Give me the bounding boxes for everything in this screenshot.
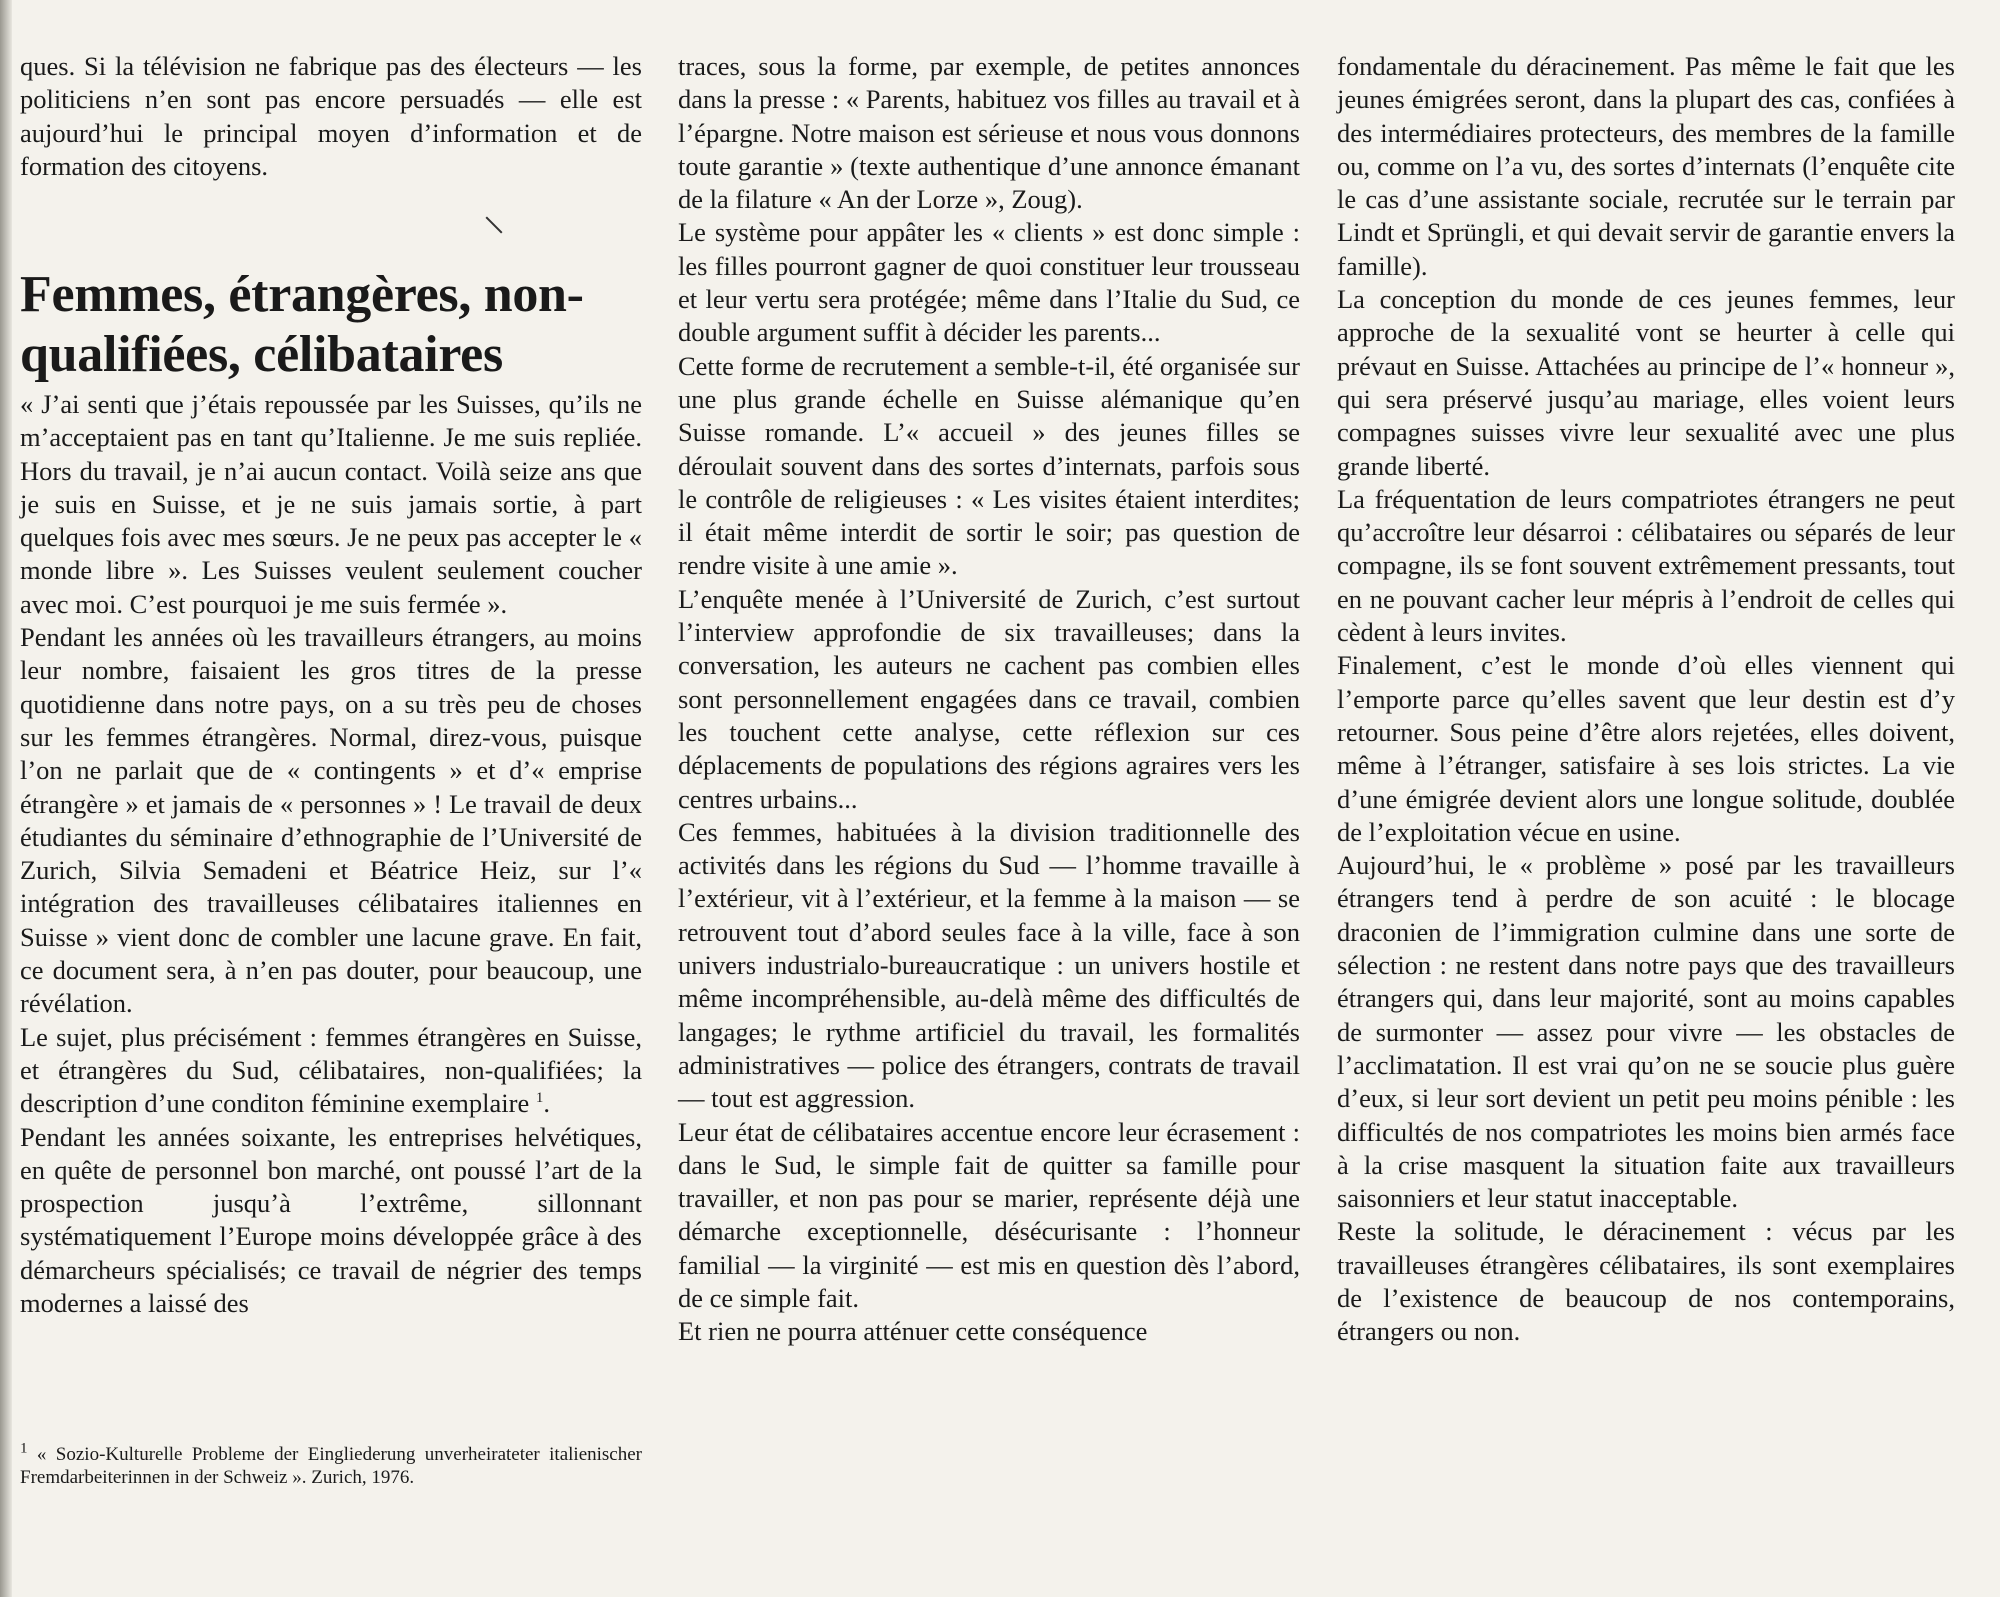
column-1-body bbox=[20, 388, 642, 1320]
paragraph: Ces femmes, habituées à la division traditionnelle des activités dans les régions du Sud — l’homme travaille à l’extérieur, vit à l’extérieur, et la femme à la maison — se retrouvent tout d’abord seules face à la ville, face à son univers industrialo-bureaucratique : un univers hostile et même incompréhensible, au-delà même des difficultés de langages; le rythme artificiel du travail, les formalités administratives — police des étrangers, contrats de travail — tout est aggression. bbox=[678, 816, 1300, 1114]
paragraph: traces, sous la forme, par exemple, de petites annonces dans la presse : « Parents, habituez vos filles au travail et à l’épargne. Notre maison est sérieuse et nous vous donnons toute garantie » (texte authentique d’une annonce émanant de la filature « An der Lorze », Zoug). bbox=[678, 51, 1300, 215]
paragraph: Aujourd’hui, le « problème » posé par les travailleurs étrangers tend à perdre de son acuité : le blocage draconien de l’immigration culmine dans une sorte de sélection : ne restent dans notre pays que des travailleurs étrangers qui, dans leur majorité, sont au moins capables de surmonter — assez pour vivre — les obstacles de l’acclimatation. Il est vrai qu’on ne se soucie plus guère d’eux, si leur sort devient un petit peu moins pénible : les difficultés de nos compatriotes les moins bien armés face à la crise masquent la situation faite aux travailleurs saisonniers et leur statut inacceptable. bbox=[1337, 850, 1955, 1214]
paragraph: « J’ai senti que j’étais repoussée par les Suisses, qu’ils ne m’acceptaient pas en tant qu’Italienne. Je me suis repliée. Hors du travail, je n’ai aucun contact. Voilà seize ans que je suis en Suisse, et je ne suis jamais sortie, à part quelques fois avec mes sœurs. Je ne peux pas accepter le « monde libre ». Les Suisses veulent seulement coucher avec moi. C’est pourquoi je me suis fermée ». bbox=[20, 389, 642, 619]
column-3 bbox=[1337, 50, 1955, 1349]
article-headline-block bbox=[20, 265, 660, 385]
paragraph: L’enquête menée à l’Université de Zurich, c’est surtout l’interview approfondie de six travailleuses; dans la conversation, les auteurs ne cachent pas combien elles sont personnellement engagées dans ce travail, combien les touchent cette analyse, cette réflexion sur ces déplacements de populations des régions agraires vers les centres urbains... bbox=[678, 583, 1300, 814]
paragraph: La conception du monde de ces jeunes femmes, leur approche de la sexualité vont se heurter à celle qui prévaut en Suisse. Attachées au principe de l’« honneur », qui sera préservé jusqu’au mariage, elles voient leurs compagnes suisses vivre leur sexualité avec une plus grande liberté. bbox=[1337, 284, 1955, 481]
paragraph-text: Le sujet, plus précisément : femmes étrangères en Suisse, et étrangères du Sud, célibataires, non-qualifiées; la description d’une conditon féminine exemplaire bbox=[20, 1021, 642, 1119]
paragraph: Pendant les années soixante, les entreprises helvétiques, en quête de personnel bon marché, ont poussé l’art de la prospection jusqu’à l’extrême, sillonnant systématiquement l’Europe moins développée grâce à des démarcheurs spécialisés; ce travail de négrier des temps modernes a laissé des bbox=[20, 1121, 642, 1319]
paragraph: Cette forme de recrutement a semble-t-il, été organisée sur une plus grande échelle en Suisse alémanique qu’en Suisse romande. L’« accueil » des jeunes filles se déroulait souvent dans des sortes d’internats, parfois sous le contrôle de religieuses : « Les visites étaient interdites; il était même interdit de sortir le soir; pas question de rendre visite à une amie ». bbox=[678, 350, 1300, 581]
paragraph: La fréquentation de leurs compatriotes étrangers ne peut qu’accroître leur désarroi : célibataires ou séparés de leur compagne, ils se font souvent extrêmement pressants, tout en ne pouvant cacher leur mépris à l’endroit de celles qui cèdent à leurs invites. bbox=[1337, 483, 1955, 648]
paragraph: Le système pour appâter les « clients » est donc simple : les filles pourront gagner de quoi constituer leur trousseau et leur vertu sera protégée; même dans l’Italie du Sud, ce double argument suffit à décider les parents... bbox=[678, 217, 1300, 348]
paragraph: fondamentale du déracinement. Pas même le fait que les jeunes émigrées seront, dans la plupart des cas, confiées à des intermédiaires protecteurs, des membres de la famille ou, comme on l’a vu, des sortes d’internats (l’enquête cite le cas d’une assistante sociale, recrutée sur le terrain par Lindt et Sprüngli, et qui devait servir de garantie envers la famille). bbox=[1337, 51, 1955, 281]
paragraph: Et rien ne pourra atténuer cette conséquence bbox=[678, 1316, 1148, 1347]
paragraph: Pendant les années où les travailleurs étrangers, au moins leur nombre, faisaient les gros titres de la presse quotidienne dans notre pays, on a su très peu de choses sur les femmes étrangères. Normal, direz-vous, puisque l’on ne parlait que de « contingents » et d’« emprise étrangère » et jamais de « personnes » ! Le travail de deux étudiantes du séminaire d’ethnographie de l’Université de Zurich, Silvia Semadeni et Béatrice Heiz, sur l’« intégration des travailleuses célibataires italiennes en Suisse » vient donc de combler une lacune grave. En fait, ce document sera, à n’en pas douter, pour beaucoup, une révélation. bbox=[20, 622, 642, 1019]
binding-edge bbox=[0, 0, 12, 1597]
footnote bbox=[20, 1440, 642, 1489]
column-2 bbox=[678, 50, 1300, 1349]
paragraph: Reste la solitude, le déracinement : vécus par les travailleuses étrangères célibataires, ils sont exemplaires de l’existence de beaucoup de nos contemporains, étrangers ou non. bbox=[1337, 1216, 1955, 1347]
paragraph: Le sujet, plus précisément : femmes étrangères en Suisse, et étrangères du Sud, célibataires, non-qualifiées; la description d’une conditon féminine exemplaire $^1$. bbox=[20, 1021, 642, 1119]
footnote-number: 1 bbox=[20, 1440, 28, 1457]
footnote-text: « Sozio-Kulturelle Probleme der Eingliederung unverheirateter italienischer Fremdarbeiterinnen in der Schweiz ». Zurich, 1976. bbox=[20, 1444, 642, 1488]
intro-paragraph: ques. Si la télévision ne fabrique pas des électeurs — les politiciens n’en sont pas encore persuadés — elle est aujourd’hui le principal moyen d’information et de formation des citoyens. bbox=[20, 51, 642, 181]
stray-mark bbox=[486, 217, 503, 234]
article-headline: Femmes, étrangères, non-qualifiées, célibataires bbox=[20, 266, 584, 383]
paragraph: Leur état de célibataires accentue encore leur écrasement : dans le Sud, le simple fait de quitter sa famille pour travailler, et non pas pour se marier, représente déjà une démarche exceptionnelle, désécurisante : l’honneur familial — la virginité — est mis en question dès l’abord, de ce simple fait. bbox=[678, 1116, 1300, 1313]
footnote-reference: 1 bbox=[535, 1090, 544, 1107]
column-1 bbox=[20, 50, 642, 183]
paragraph: Finalement, c’est le monde d’où elles viennent qui l’emporte parce qu’elles savent que leur destin est d’y retourner. Sous peine d’être alors rejetées, elles doivent, même à l’étranger, satisfaire à ses lois strictes. La vie d’une émigrée devient alors une longue solitude, doublée de l’exploitation vécue en usine. bbox=[1337, 650, 1955, 847]
